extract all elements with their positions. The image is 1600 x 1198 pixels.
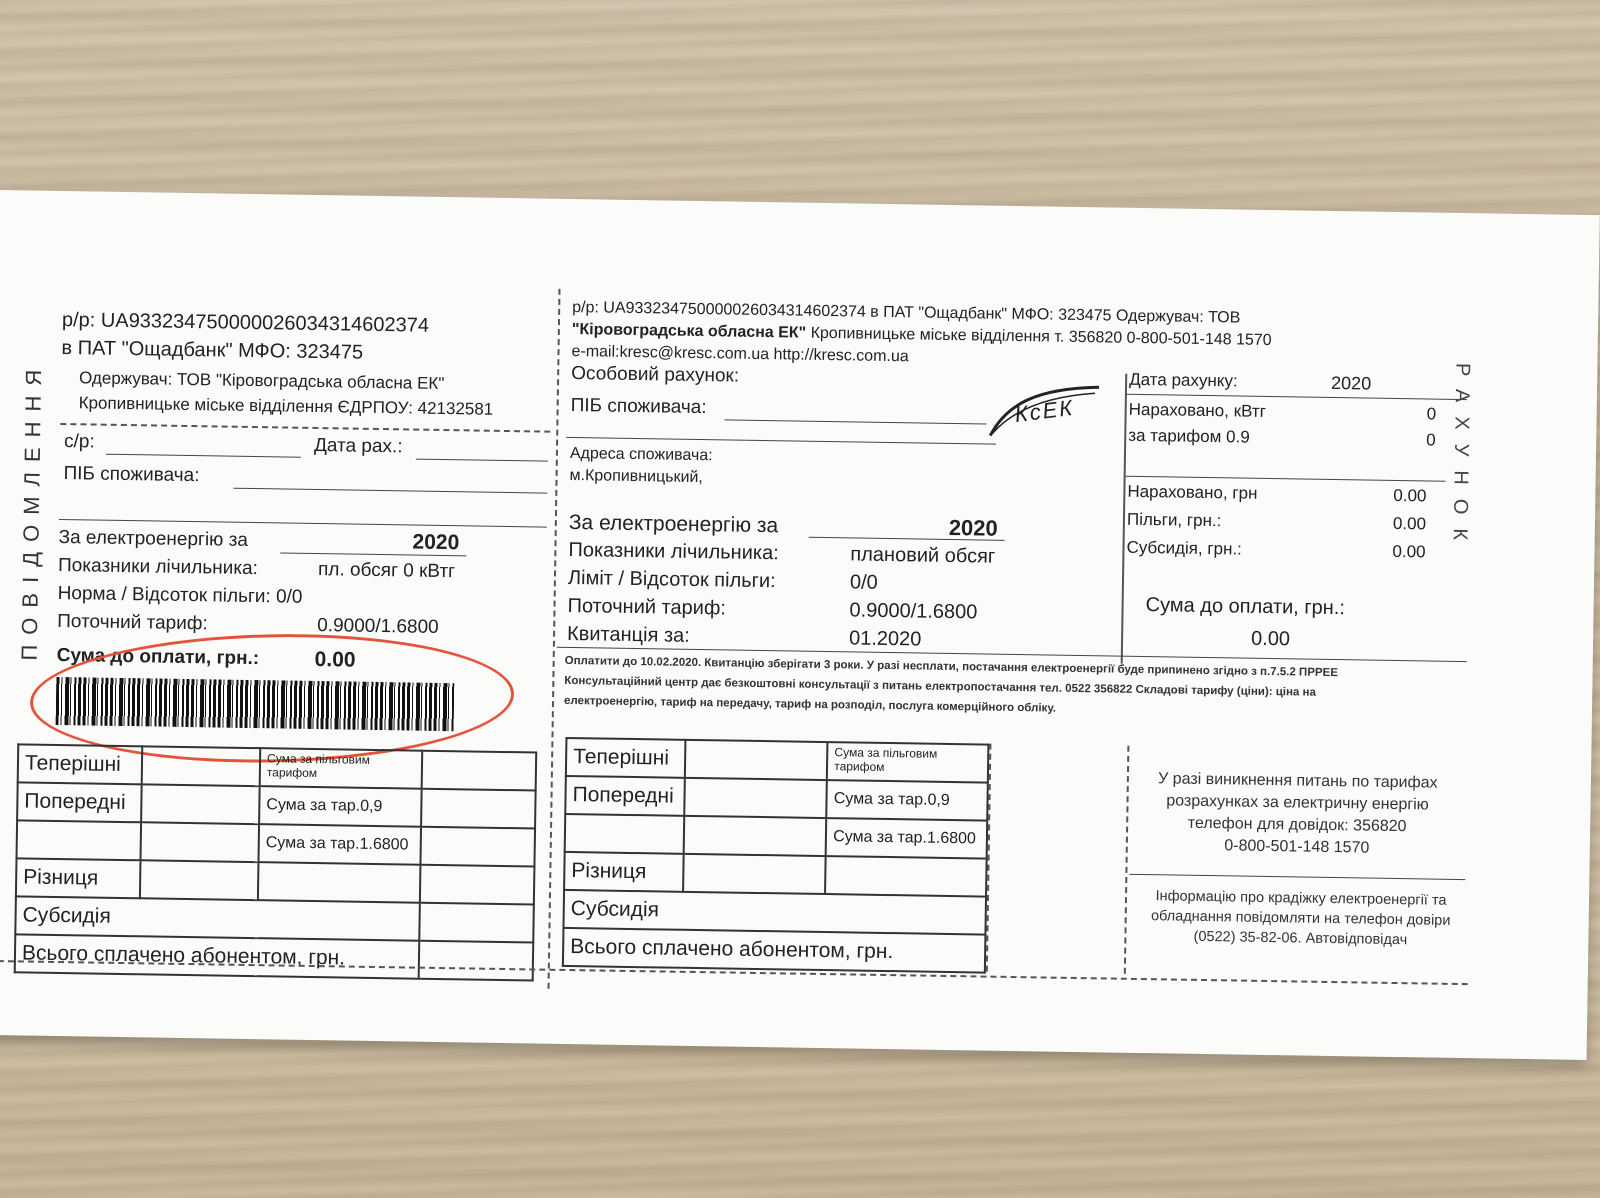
summary-tariff09-value: 0 [1426, 430, 1436, 450]
right-row-difference: Різниця [564, 852, 683, 892]
summary-benefits-value: 0.00 [1392, 513, 1427, 534]
right-row-previous: Попередні [565, 776, 684, 816]
summary-subsidy-label: Субсидія, грн.: [1126, 537, 1243, 559]
left-branch: Кропивницьке міське відділення ЄДРПОУ: 42132581 [78, 393, 494, 419]
right-benefit-sum: Сума за пільговим тарифом [827, 742, 988, 783]
summary-line-2 [1126, 476, 1446, 482]
side-label-notice: ПОВІДОМЛЕННЯ [16, 359, 47, 661]
left-bill-date-label: Дата рах.: [313, 434, 403, 458]
right-readings-table [562, 737, 990, 974]
left-electricity-year: 2020 [412, 530, 460, 555]
right-electricity-year: 2020 [948, 514, 998, 541]
right-header-line1: р/р: UA933234750000026034314602374 в ПАТ "Ощадбанк" МФО: 323475 Одержувач: ТОВ [572, 299, 1241, 327]
right-consumer-label: ПІБ споживача: [570, 394, 707, 419]
right-limit-value: 0/0 [849, 571, 878, 594]
bill-paper [0, 190, 1600, 1060]
right-sum-168: Сума за тар.1.6800 [826, 818, 987, 859]
right-sum-09: Сума за тар.0,9 [826, 780, 987, 821]
left-tariff-label: Поточний тариф: [57, 610, 208, 635]
help-info: У разі виникнення питань по тарифах розрахунках за електричну енергію телефон для довідок: 356820 0-800-501-148 1570 [1157, 770, 1438, 857]
right-account-label: Особовий рахунок: [571, 362, 740, 387]
notice-line-2: Консультаційний центр дає безкоштовні консультації з питань електропостачання тел. 0522 356822 Складові тарифу (ціни): ціна на [564, 674, 1317, 699]
right-tariff-value: 0.9000/1.6800 [849, 599, 978, 624]
right-consumer-line-2 [566, 437, 996, 445]
right-header-branch: Кропивницьке міське відділення т. 356820 0-800-501-148 1570 [810, 324, 1272, 349]
left-row-total: Всього сплачено абонентом, грн. [15, 934, 420, 978]
left-amount-label: Сума до оплати, грн.: [56, 644, 260, 670]
right-row-current: Теперішні [566, 738, 685, 778]
right-limit-label: Ліміт / Відсоток пільги: [567, 566, 776, 593]
left-divider [60, 423, 550, 433]
summary-accrued-kwh-label: Нараховано, кВтг [1128, 399, 1267, 421]
left-recipient: Одержувач: ТОВ "Кіровоградська обласна ЕК" [78, 368, 445, 394]
info-divider [1124, 746, 1130, 974]
left-consumer-line-2 [59, 519, 547, 528]
summary-amount-label: Сума до оплати, грн.: [1145, 594, 1346, 620]
left-account-line [106, 454, 301, 458]
summary-benefits-label: Пільги, грн.: [1126, 509, 1222, 531]
left-meter-value: пл. обсяг 0 кВтг [317, 559, 456, 583]
summary-bill-date-value: 2020 [1330, 372, 1372, 394]
right-receipt-for-label: Квитанція за: [566, 622, 690, 647]
summary-subsidy-value: 0.00 [1392, 541, 1426, 562]
left-row-current: Теперішні [18, 744, 143, 784]
right-address-value: м.Кропивницький, [569, 466, 703, 487]
right-row-subsidy: Субсидія [563, 890, 986, 935]
right-meter-value: плановий обсяг [850, 543, 996, 568]
left-norm: Норма / Відсоток пільги: 0/0 [57, 582, 303, 608]
left-readings-table [14, 743, 538, 981]
right-header-company: "Кіровоградська обласна ЕК" [571, 321, 807, 342]
left-row-previous: Попередні [17, 782, 142, 822]
summary-amount-value: 0.00 [1250, 627, 1291, 651]
right-consumer-line [724, 419, 986, 424]
summary-tariff09-label: за тарифом 0.9 [1128, 425, 1250, 447]
right-electricity-for-label: За електроенергію за [568, 510, 779, 538]
left-account: р/р: UA933234750000026034314602374 [61, 308, 430, 337]
right-header-email: e-mail:kresc@kresc.com.ua http://kresc.com.ua [571, 342, 909, 366]
left-benefit-sum: Сума за пільговим тарифом [260, 748, 423, 789]
left-bank: в ПАТ "Ощадбанк" МФО: 323475 [61, 336, 364, 364]
notice-line-1: Оплатити до 10.02.2020. Квитанцію зберігати 3 роки. У разі несплати, постачання електроенергії буде припинено згідно з п.7.5.2 ПРРЕЕ [564, 654, 1339, 680]
summary-accrued-uah-label: Нараховано, грн [1127, 481, 1258, 503]
right-row-total: Всього сплачено абонентом, грн. [563, 928, 986, 973]
tear-line [548, 289, 561, 989]
right-tariff-label: Поточний тариф: [567, 594, 727, 620]
left-tariff-value: 0.9000/1.6800 [317, 615, 439, 638]
left-account-label: с/р: [63, 431, 95, 453]
left-row-difference: Різниця [16, 858, 141, 898]
left-amount-value: 0.00 [314, 648, 356, 672]
left-consumer-line [233, 488, 547, 494]
summary-date-line [1127, 394, 1467, 400]
right-address-label: Адреса споживача: [569, 444, 713, 465]
summary-accrued-uah-value: 0.00 [1393, 485, 1427, 506]
left-date-line [416, 459, 548, 462]
stamp-text: КсЕК [1013, 394, 1076, 428]
left-sum-09: Сума за тар.0,9 [259, 786, 422, 827]
side-label-bill: РАХУНОК [1448, 362, 1474, 555]
right-receipt-for-value: 01.2020 [848, 627, 922, 651]
summary-bill-date-label: Дата рахунку: [1129, 369, 1238, 391]
left-meter-label: Показники лічильника: [57, 554, 259, 580]
notice-line-3: електроенергію, тариф на передачу, тариф на розподіл, послуга комерційного обліку. [563, 694, 1057, 715]
info-split-line [1129, 874, 1465, 880]
right-meter-label: Показники лічильника: [568, 538, 779, 565]
left-electricity-for-label: За електроенергію за [58, 526, 249, 551]
left-consumer-label: ПІБ споживача: [63, 463, 200, 487]
theft-info: Інформацію про крадіжку електроенергії та обладнання повідомляти на телефон довіри (0522) 35-82-06. Автовідповідач [1150, 888, 1451, 949]
left-sum-168: Сума за тар.1.6800 [258, 824, 421, 865]
summary-accrued-kwh-value: 0 [1426, 404, 1437, 424]
left-row-subsidy: Субсидія [15, 896, 420, 940]
